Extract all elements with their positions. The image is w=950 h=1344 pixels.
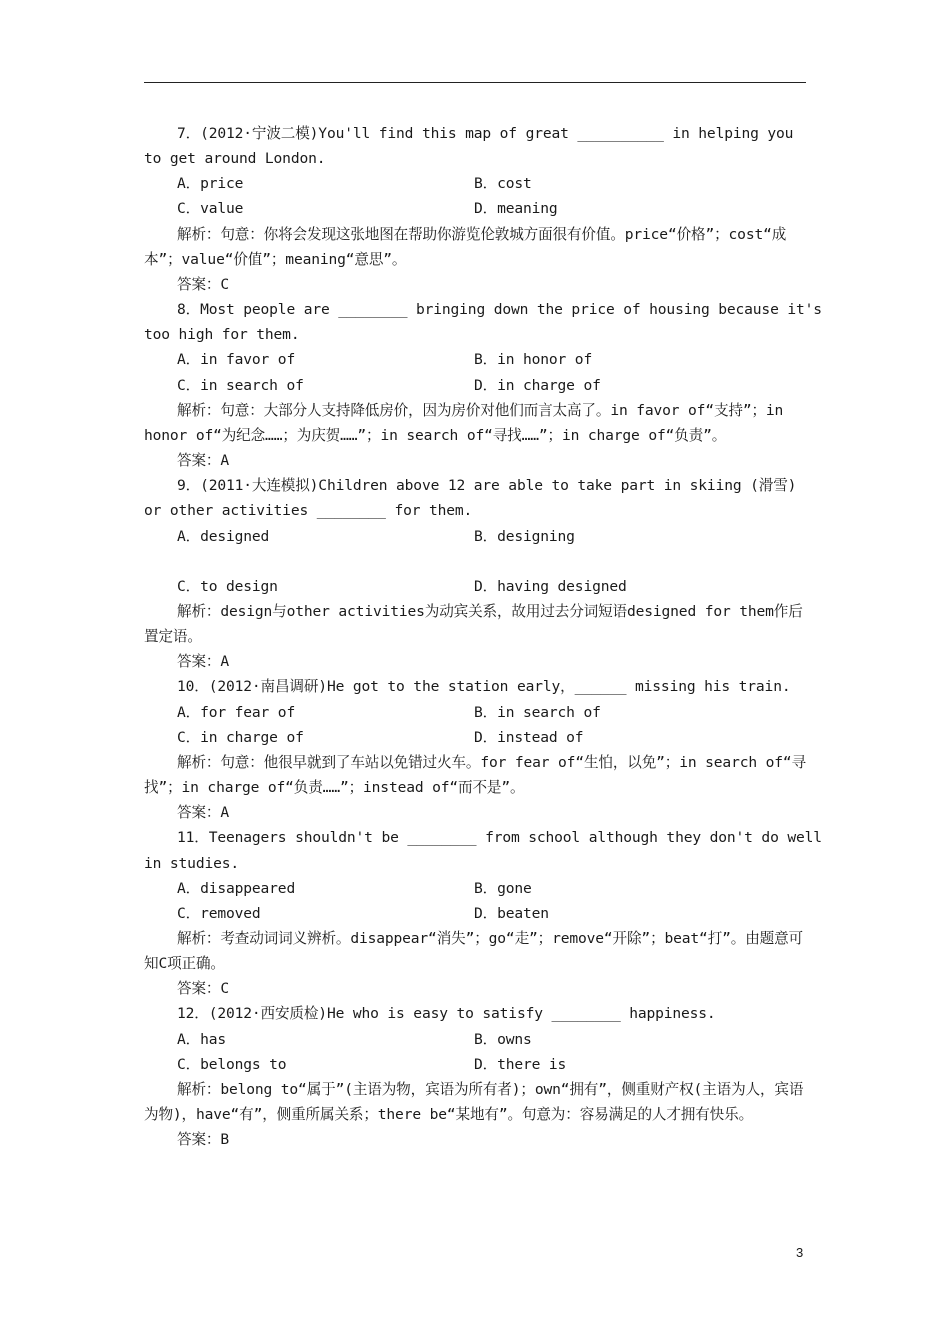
explanation: 解析：句意：大部分人支持降低房价，因为房价对他们而言太高了。in favor of“支持”；in honor of“为纪念……；为庆贺……”；in search of“寻找……”；in charge of“负责”。 [144,401,784,444]
option-c: C．to design [177,577,278,595]
explanation: 解析：belong to“属于”(主语为物，宾语为所有者)；own“拥有”，侧重财产权(主语为人，宾语为物)，have“有”，侧重所属关系；there be“某地有”。句意为：容易满足的人才拥有快乐。 [144,1080,804,1124]
option-c: C．belongs to [177,1055,287,1073]
answer: 答案：A [177,452,229,470]
exercise-content [144,121,822,1152]
question-stem-cont: to get around London. [144,150,326,168]
option-c: C．removed [177,904,261,922]
option-b: B．owns [474,1030,532,1048]
blank-line [144,549,808,574]
option-c: C．value [177,200,244,218]
option-c: C．in search of [177,376,304,394]
option-a: A．for fear of [177,703,296,721]
option-d: D．instead of [474,728,584,746]
option-a: A．designed [177,527,270,545]
option-a: A．has [177,1030,226,1048]
explanation: 解析：句意：他很早就到了车站以免错过火车。for fear of“生怕，以免”；in search of“寻找”；in charge of“负责……”；instead of“而不是”。 [144,753,806,797]
question-12 [144,1001,808,1152]
options-row [144,574,808,599]
question-8 [144,297,822,473]
option-b: B．in honor of [474,351,593,369]
question-stem: 7．(2012·宁波二模)You'll find this map of great __________ in helping you [177,125,794,142]
question-stem-cont: too high for them. [144,326,300,344]
option-a: A．price [177,175,244,193]
options-row [144,700,808,725]
option-d: D．beaten [474,904,549,922]
question-9 [144,473,808,674]
explanation: 解析：句意：你将会发现这张地图在帮助你游览伦敦城方面很有价值。price“价格”；cost“成本”；value“价值”；meaning“意思”。 [144,225,787,268]
question-stem: 11．Teenagers shouldn't be ________ from school although they don't do well [177,829,822,847]
answer: 答案：A [177,804,229,822]
question-stem: 12．(2012·西安质检)He who is easy to satisfy ________ happiness. [177,1005,716,1023]
option-b: B．in search of [474,703,601,721]
options-row [144,196,808,221]
answer: 答案：A [177,653,229,671]
question-stem-cont: or other activities ________ for them. [144,502,473,520]
option-c: C．in charge of [177,728,304,746]
options-row [144,1052,808,1077]
option-d: D．having designed [474,577,627,595]
option-d: D．meaning [474,200,558,218]
question-10 [144,674,808,825]
option-d: D．in charge of [474,376,601,394]
question-stem: 8．Most people are ________ bringing down the price of housing because it's [177,301,822,319]
header-rule [144,82,806,83]
options-row [144,725,808,750]
options-row [144,347,808,372]
option-b: B．gone [474,879,532,897]
page-number: 3 [796,1245,804,1260]
options-row [144,171,808,196]
option-b: B．cost [474,175,532,193]
question-7 [144,121,808,297]
question-stem: 9．(2011·大连模拟)Children above 12 are able to take part in skiing (滑雪) [177,477,797,495]
answer: 答案：B [177,1131,229,1149]
options-row [144,876,808,901]
options-row [144,1027,808,1052]
options-row [144,524,808,549]
answer: 答案：C [177,980,229,998]
option-a: A．disappeared [177,879,296,897]
option-b: B．designing [474,527,575,545]
question-stem-cont: in studies. [144,854,239,872]
option-d: D．there is [474,1055,567,1073]
question-stem: 10．(2012·南昌调研)He got to the station early，______ missing his train. [177,678,791,696]
options-row [144,373,808,398]
explanation: 解析：design与other activities为动宾关系，故用过去分词短语designed for them作后置定语。 [144,602,803,646]
option-a: A．in favor of [177,351,296,369]
answer: 答案：C [177,275,229,293]
question-11 [144,825,822,1001]
options-row [144,901,808,926]
explanation: 解析：考查动词词义辨析。disappear“消失”；go“走”；remove“开除”；beat“打”。由题意可知C项正确。 [144,929,803,973]
